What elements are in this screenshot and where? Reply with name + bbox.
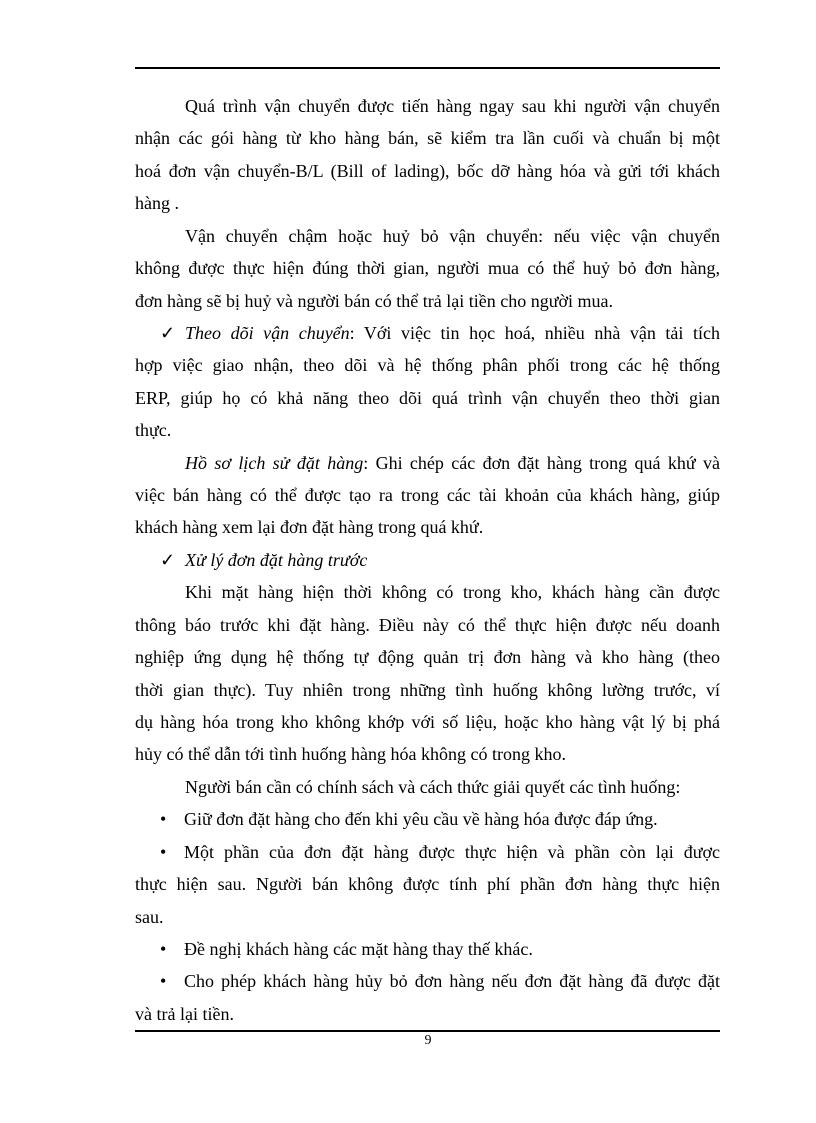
text-line [135,382,720,414]
text-line [135,738,720,770]
line-text: thực hiện sau. Người bán không được tính phí phần đơn hàng thực hiện [135,874,720,895]
text-line [135,447,720,479]
line-text: ERP, giúp họ có khả năng theo dõi quá trình vận chuyển theo thời gian [135,387,720,408]
text-line [135,479,720,511]
text-line [135,609,720,641]
italic-heading: Xử lý đơn đặt hàng trước [185,549,368,570]
text-line [135,836,720,868]
page-body [135,90,720,1030]
line-text: thời gian thực). Tuy nhiên trong những tình huống không lường trước, ví [135,679,720,700]
line-text: nghiệp ứng dụng hệ thống tự động quản trị đơn hàng và kho hàng (theo [135,647,720,668]
text-line [135,544,720,576]
text-line [135,803,720,835]
line-text: và trả lại tiền. [135,1003,234,1024]
italic-heading: Hồ sơ lịch sử đặt hàng [185,452,364,473]
text-line [135,868,720,900]
line-text: việc bán hàng có thể được tạo ra trong các tài khoản của khách hàng, giúp [135,485,720,506]
line-text: hủy có thể dẫn tới tình huống hàng hóa không có trong kho. [135,744,566,765]
text-line [135,576,720,608]
line-text: hàng . [135,193,179,214]
bullet-icon: • [160,809,167,830]
line-text: không được thực hiện đúng thời gian, người mua có thể huỷ bỏ đơn hàng, [135,258,720,279]
line-text: hoá đơn vận chuyển-B/L (Bill of lading), bốc dỡ hàng hóa và gửi tới khách [135,160,720,181]
line-text: : Với việc tin học hoá, nhiều nhà vận tải tích [349,322,720,343]
line-text: nhận các gói hàng từ kho hàng bán, sẽ kiểm tra lần cuối và chuẩn bị một [135,128,720,149]
line-text: Khi mặt hàng hiện thời không có trong kho, khách hàng cần được [185,582,720,603]
text-line [135,511,720,543]
text-line [135,771,720,803]
text-line [135,122,720,154]
text-line [135,220,720,252]
line-text: hợp việc giao nhận, theo dõi và hệ thống phân phối trong các hệ thống [135,355,720,376]
text-line [135,90,720,122]
line-text: Cho phép khách hàng hủy bỏ đơn hàng nếu đơn đặt hàng đã được đặt [184,971,720,992]
text-line [135,285,720,317]
header-rule [135,67,720,69]
checkmark-icon: ✓ [160,549,176,570]
line-text: Người bán cần có chính sách và cách thức giải quyết các tình huống: [185,776,681,797]
line-text: Giữ đơn đặt hàng cho đến khi yêu cầu về hàng hóa được đáp ứng. [184,809,658,830]
text-line [135,901,720,933]
line-text: đơn hàng sẽ bị huỷ và người bán có thể trả lại tiền cho người mua. [135,290,613,311]
line-text: khách hàng xem lại đơn đặt hàng trong quá khứ. [135,517,484,538]
text-line [135,187,720,219]
line-text: Đề nghị khách hàng các mặt hàng thay thế khác. [184,938,533,959]
text-line [135,933,720,965]
text-line [135,317,720,349]
checkmark-icon: ✓ [160,322,176,343]
line-text: Vận chuyển chậm hoặc huỷ bỏ vận chuyển: nếu việc vận chuyển [185,225,720,246]
text-line [135,706,720,738]
line-text: dụ hàng hóa trong kho không khớp với số liệu, hoặc kho hàng vật lý bị phá [135,712,720,733]
text-line [135,674,720,706]
bullet-icon: • [160,971,167,992]
italic-heading: Theo dõi vận chuyển [185,322,350,343]
page-number: 9 [424,1033,432,1048]
line-text: Một phần của đơn đặt hàng được thực hiện và phần còn lại được [184,841,720,862]
text-line [135,965,720,997]
line-text: sau. [135,906,164,927]
bullet-icon: • [160,938,167,959]
bullet-icon: • [160,841,167,862]
line-text: : Ghi chép các đơn đặt hàng trong quá khứ và [363,452,720,473]
text-line [135,998,720,1030]
text-line [135,641,720,673]
text-line [135,252,720,284]
line-text: thông báo trước khi đặt hàng. Điều này có thể thực hiện được nếu doanh [135,614,720,635]
line-text: thực. [135,420,172,441]
text-line [135,349,720,381]
text-line [135,155,720,187]
text-line [135,414,720,446]
line-text: Quá trình vận chuyển được tiến hàng ngay sau khi người vận chuyển [185,96,720,116]
